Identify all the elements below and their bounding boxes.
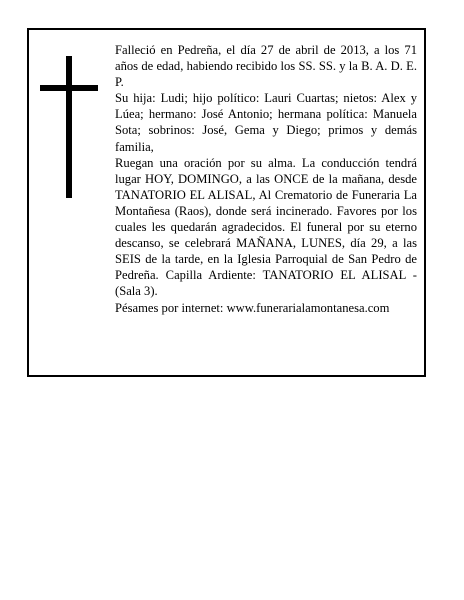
condolences-info: Pésames por internet: www.funerarialamontanesa.com xyxy=(115,300,390,315)
obituary-notice xyxy=(27,28,426,377)
latin-cross-icon xyxy=(40,56,98,198)
cross-vertical-bar xyxy=(66,56,72,198)
service-details: Ruegan una oración por su alma. La conducción tendrá lugar HOY, DOMINGO, a las ONCE de la mañana, desde TANATORIO EL ALISAL, Al Crematorio de Funeraria La Montañesa (Raos), donde será incinerado. Favores por los cuales les quedarán agradecidos. El funeral por su eterno descanso, se celebrará MAÑANA, LUNES, día 29, a las SEIS de la tarde, en la Iglesia Parroquial de San Pedro de Pedreña. Capilla Ardiente: TANATORIO EL ALISAL - (Sala 3). xyxy=(115,155,417,299)
notice-text xyxy=(115,42,417,316)
death-announcement: Falleció en Pedreña, el día 27 de abril de 2013, a los 71 años de edad, habiendo recibido los SS. SS. y la B. A. D. E. P. xyxy=(115,43,417,90)
cross-horizontal-bar xyxy=(40,85,98,91)
family-list: Su hija: Ludi; hijo político: Lauri Cuartas; nietos: Alex y Lúea; hermano: José Antonio; hermana política: Manuela Sota; sobrinos: José, Gema y Diego; primos y demás familia, xyxy=(115,91,417,154)
